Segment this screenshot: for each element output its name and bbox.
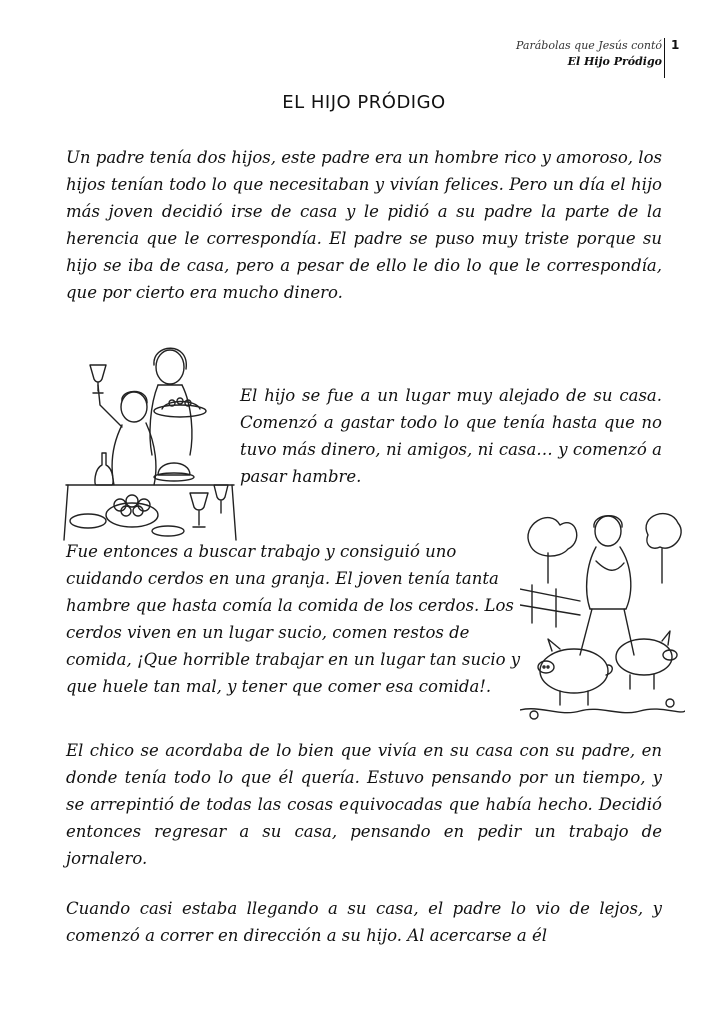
page-header bbox=[516, 38, 662, 70]
series-title: Parábolas que Jesús contó bbox=[516, 39, 662, 52]
story-subtitle: El Hijo Pródigo bbox=[567, 55, 662, 68]
feast-illustration bbox=[62, 335, 238, 545]
paragraph-leaves-home: El hijo se fue a un lugar muy alejado de su casa. Comenzó a gastar todo lo que tenía hasta que no tuvo más dinero, ni amigos, ni casa… y comenzó a pasar hambre. bbox=[240, 386, 662, 486]
page-title: EL HIJO PRÓDIGO bbox=[282, 92, 446, 113]
paragraph-return: Cuando casi estaba llegando a su casa, el padre lo vio de lejos, y comenzó a correr en dirección a su hijo. Al acercarse a él bbox=[66, 899, 662, 945]
pigs-illustration bbox=[520, 505, 685, 725]
paragraph-pig-farm: Fue entonces a buscar trabajo y consiguió uno cuidando cerdos en una granja. El joven tenía tanta hambre que hasta comía la comida de los cerdos. Los cerdos viven en un lugar sucio, comen restos de comida, ¡Que horrible trabajar en un lugar tan sucio y que huele tan mal, y tener que comer esa comida!. bbox=[66, 542, 521, 696]
paragraph-intro: Un padre tenía dos hijos, este padre era un hombre rico y amoroso, los hijos tenían todo lo que necesitaban y vivían felices. Pero un día el hijo más joven decidió irse de casa y le pidió a su padre la parte de la herencia que le correspondía. El padre se puso muy triste porque su hijo se iba de casa, pero a pesar de ello le dio lo que le correspondía, que por cierto era mucho dinero. bbox=[66, 148, 662, 302]
paragraph-repents: El chico se acordaba de lo bien que vivía en su casa con su padre, en donde tenía todo lo que él quería. Estuvo pensando por un tiempo, y se arrepintió de todas las cosas equivocadas que había hecho. Decidió entonces regresar a su casa, pensando en pedir un trabajo de jornalero. bbox=[66, 741, 662, 868]
page-number: 1 bbox=[664, 38, 679, 78]
